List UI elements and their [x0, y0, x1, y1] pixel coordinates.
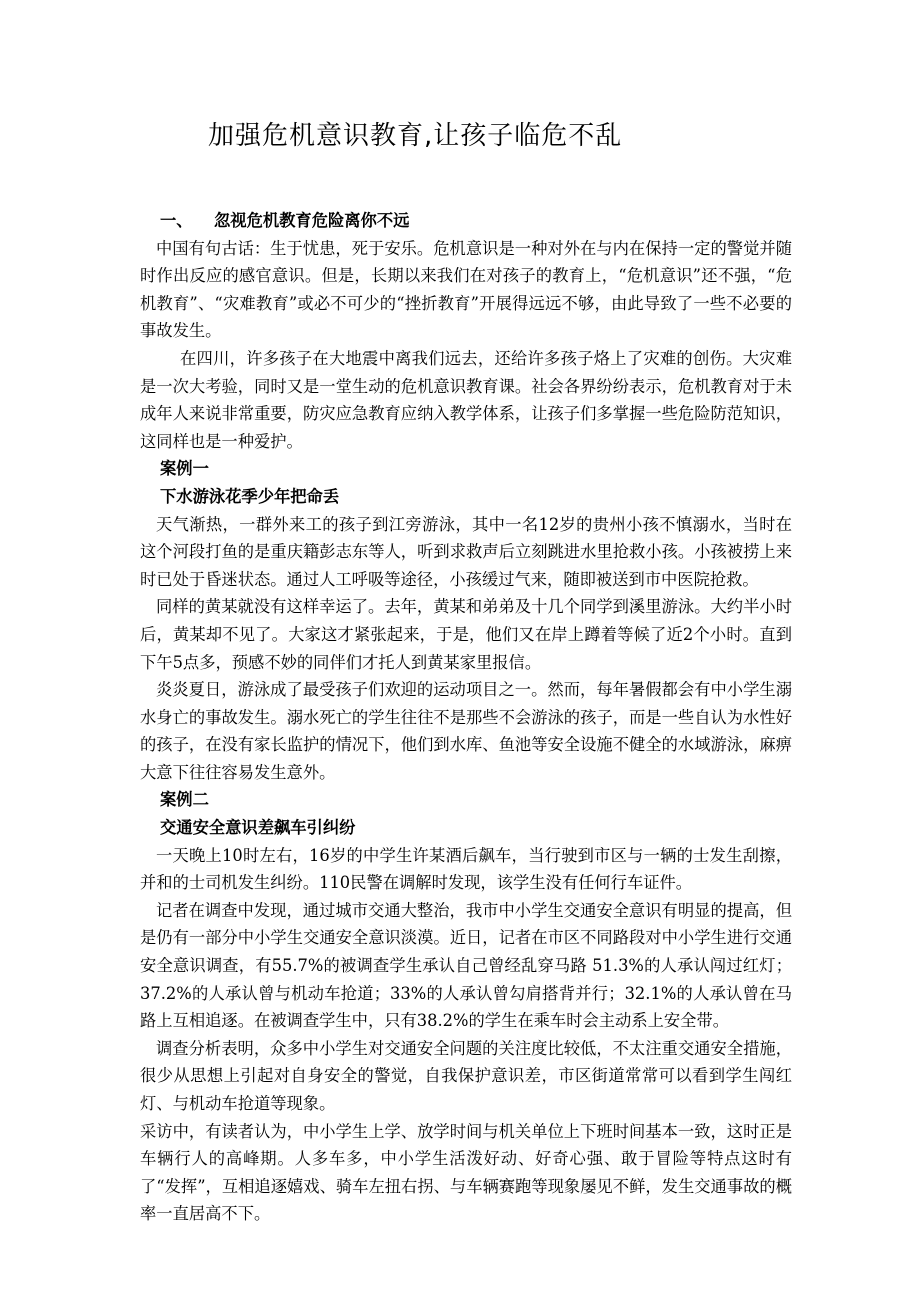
- document-title: 加强危机意识教育,让孩子临危不乱: [208, 121, 623, 151]
- case-label: 案例二: [160, 790, 209, 810]
- paragraph: 同样的黄某就没有这样幸运了。去年，黄某和弟弟及十几个同学到溪里游泳。大约半小时后，黄某却不见了。大家这才紧张起来，于是，他们又在岸上蹲着等候了近2个小时。直到下午5点多，预感不妙的同伴们才托人到黄某家里报信。: [140, 597, 792, 672]
- paragraph: 天气渐热，一群外来工的孩子到江旁游泳，其中一名12岁的贵州小孩不慎溺水，当时在这个河段打鱼的是重庆籍彭志东等人，听到求救声后立刻跳进水里抢救小孩。小孩被捞上来时已处于昏迷状态。通过人工呼吸等途径，小孩缓过气来，随即被送到市中医院抢救。: [140, 514, 792, 589]
- section-title: 忽视危机教育危险离你不远: [214, 211, 410, 230]
- document-body: [140, 207, 792, 1228]
- case-label: 案例一: [160, 459, 209, 479]
- section-number: 一、: [160, 211, 193, 230]
- case-heading: 下水游泳花季少年把命丢: [160, 486, 340, 506]
- case-heading: 交通安全意识差飙车引纠纷: [160, 818, 356, 838]
- paragraph: 中国有句古话：生于忧患，死于安乐。危机意识是一种对外在与内在保持一定的警觉并随时作出反应的感官意识。但是，长期以来我们在对孩子的教育上，“危机意识”还不强，“危机教育”、“灾难教育”或必不可少的“挫折教育”开展得远远不够，由此导致了一些不必要的事故发生。: [140, 238, 792, 341]
- paragraph: 在四川，许多孩子在大地震中离我们远去，还给许多孩子烙上了灾难的创伤。大灾难是一次大考验，同时又是一堂生动的危机意识教育课。社会各界纷纷表示，危机教育对于未成年人来说非常重要，防灾应急教育应纳入教学体系，让孩子们多掌握一些危险防范知识，这同样也是一种爱护。: [140, 348, 792, 451]
- paragraph: 记者在调查中发现，通过城市交通大整治，我市中小学生交通安全意识有明显的提高，但是仍有一部分中小学生交通安全意识淡漠。近日，记者在市区不同路段对中小学生进行交通安全意识调查，有55.7%的被调查学生承认自己曾经乱穿马路 51.3%的人承认闯过红灯；37.2%的人承认曾与机动车抢道；33%的人承认曾勾肩搭背并行；32.1%的人承认曾在马路上互相追逐。在被调查学生中，只有38.2%的学生在乘车时会主动系上安全带。: [140, 900, 792, 1031]
- paragraph: 炎炎夏日，游泳成了最受孩子们欢迎的运动项目之一。然而，每年暑假都会有中小学生溺水身亡的事故发生。溺水死亡的学生往往不是那些不会游泳的孩子，而是一些自认为水性好的孩子，在没有家长监护的情况下，他们到水库、鱼池等安全设施不健全的水域游泳，麻痹大意下往往容易发生意外。: [140, 680, 792, 782]
- section-heading: [140, 207, 792, 235]
- paragraph: 一天晚上10时左右，16岁的中学生许某酒后飙车，当行驶到市区与一辆的士发生刮擦，并和的士司机发生纠纷。110民警在调解时发现，该学生没有任何行车证件。: [140, 845, 792, 893]
- paragraph: 采访中，有读者认为，中小学生上学、放学时间与机关单位上下班时间基本一致，这时正是车辆行人的高峰期。人多车多，中小学生活泼好动、好奇心强、敢于冒险等特点这时有了“发挥”，互相追逐嬉戏、骑车左扭右拐、与车辆赛跑等现象屡见不鲜，发生交通事故的概率一直居高不下。: [140, 1121, 792, 1224]
- paragraph: 调查分析表明，众多中小学生对交通安全问题的关注度比较低，不太注重交通安全措施，很少从思想上引起对自身安全的警觉，自我保护意识差，市区街道常常可以看到学生闯红灯、与机动车抢道等现象。: [140, 1038, 792, 1113]
